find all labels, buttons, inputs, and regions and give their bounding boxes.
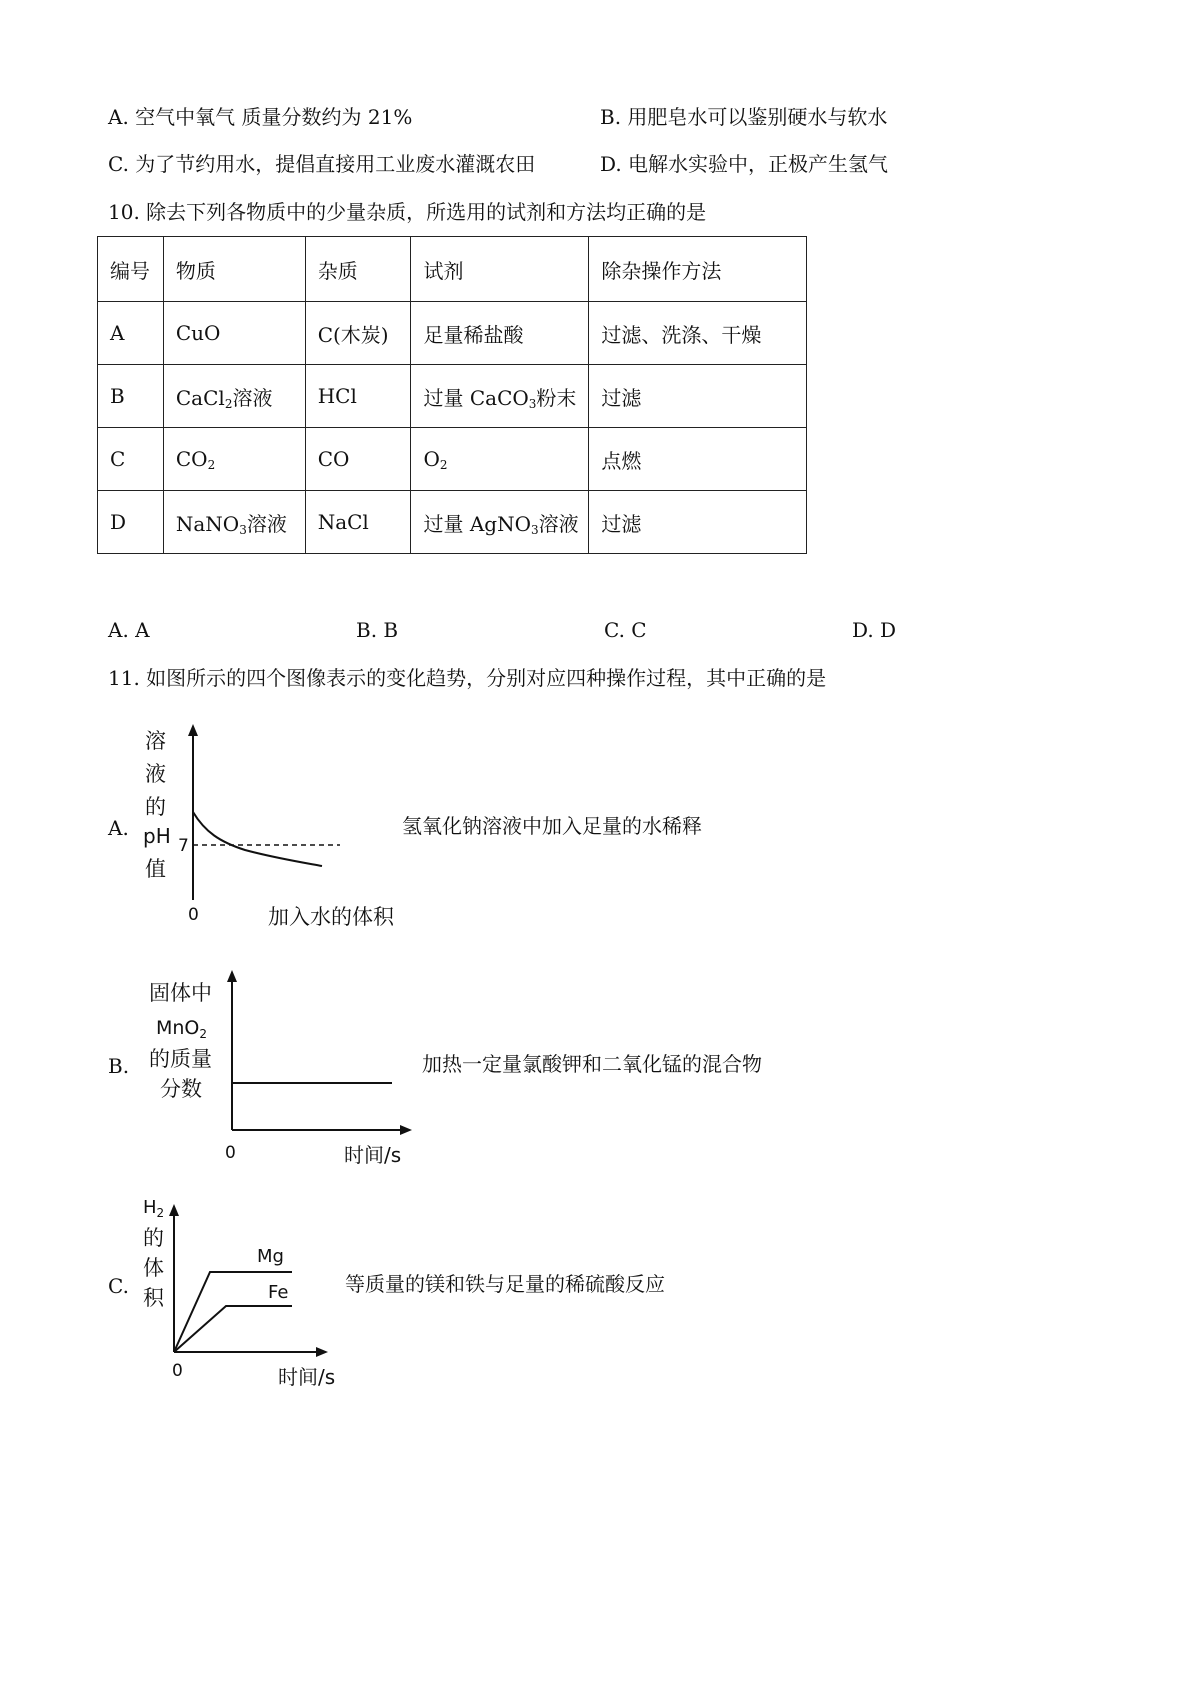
cell-substance: CuO <box>163 302 305 365</box>
cell-method: 过滤 <box>589 365 807 428</box>
ylabel-char: 的 <box>145 795 166 819</box>
formula-main: H <box>143 1197 157 1218</box>
formula-subscript: 2 <box>199 1027 208 1041</box>
origin-label: 0 <box>225 1143 236 1163</box>
formula-subscript: 2 <box>207 458 216 472</box>
formula-tail: 溶液 <box>246 511 287 536</box>
header-cell: 除杂操作方法 <box>589 237 807 302</box>
cell-id: C <box>98 428 164 491</box>
cell-method: 过滤、洗涤、干燥 <box>589 302 807 365</box>
cell-method: 点燃 <box>589 428 807 491</box>
mg-series-label: Mg <box>257 1246 284 1267</box>
ylabel-char: 体 <box>143 1256 164 1280</box>
formula-main: 过量 CaCO <box>423 385 529 410</box>
header-cell: 试剂 <box>411 237 589 302</box>
q9-option-b: B. 用肥皂水可以鉴别硬水与软水 <box>600 105 888 129</box>
formula-main: MnO <box>156 1017 200 1039</box>
x-axis-label: 时间/s <box>344 1143 402 1167</box>
q11-option-b-desc: 加热一定量氯酸钾和二氧化锰的混合物 <box>422 1052 762 1076</box>
ylabel-char: 液 <box>145 762 166 786</box>
q11-option-b-label: B. <box>108 1054 130 1078</box>
formula-subscript: 2 <box>439 458 448 472</box>
header-cell: 物质 <box>163 237 305 302</box>
q11-option-c-desc: 等质量的镁和铁与足量的稀硫酸反应 <box>345 1272 665 1296</box>
x-axis-label: 时间/s <box>278 1365 336 1389</box>
cell-id: A <box>98 302 164 365</box>
q11-option-c-label: C. <box>108 1274 129 1298</box>
header-cell: 杂质 <box>305 237 411 302</box>
header-cell: 编号 <box>98 237 164 302</box>
q11-stem: 11. 如图所示的四个图像表示的变化趋势，分别对应四种操作过程，其中正确的是 <box>108 666 827 690</box>
y-tick-label: 7 <box>178 836 189 856</box>
cell-id: D <box>98 491 164 554</box>
formula-tail: 溶液 <box>538 511 579 536</box>
ylabel-line: 固体中 <box>149 981 212 1005</box>
cell-impurity: C(木炭) <box>305 302 411 365</box>
q9-option-d: D. 电解水实验中，正极产生氢气 <box>600 152 889 176</box>
formula-subscript: 3 <box>530 522 539 537</box>
formula-tail: 溶液 <box>232 385 273 410</box>
q11-option-a-label: A. <box>108 816 129 840</box>
fe-series-label: Fe <box>268 1282 289 1303</box>
y-axis-arrow-icon <box>169 1204 179 1216</box>
formula-subscript: 3 <box>239 522 247 537</box>
ylabel-char: pH <box>143 824 171 848</box>
q10-answer-c: C. C <box>604 618 647 642</box>
origin-label: 0 <box>188 905 199 925</box>
graph-c-ylabel <box>143 1197 165 1310</box>
q10-stem: 10. 除去下列各物质中的少量杂质，所选用的试剂和方法均正确的是 <box>108 200 707 224</box>
ylabel-char: 积 <box>143 1286 164 1310</box>
ylabel-line: 的质量 <box>149 1047 212 1071</box>
ylabel-line: 分数 <box>160 1077 202 1101</box>
cell-impurity: NaCl <box>305 491 411 554</box>
x-axis-label: 加入水的体积 <box>268 905 394 929</box>
cell-impurity: HCl <box>305 365 411 428</box>
formula-subscript: 2 <box>156 1206 165 1220</box>
ylabel-char: 溶 <box>145 729 166 753</box>
formula-subscript: 3 <box>528 396 537 411</box>
cell-method: 过滤 <box>589 491 807 554</box>
formula-tail: 粉末 <box>536 385 577 410</box>
formula-main: CaCl <box>175 385 225 410</box>
ylabel-line <box>143 1197 164 1220</box>
formula-subscript: 2 <box>224 396 233 411</box>
x-axis-arrow-icon <box>316 1347 328 1357</box>
formula-main: 过量 AgNO <box>423 511 531 536</box>
formula-main: NaNO <box>175 511 240 536</box>
q10-answer-a: A. A <box>108 618 150 642</box>
origin-label: 0 <box>172 1361 183 1381</box>
q10-answer-b: B. B <box>356 618 399 642</box>
q9-option-a: A. 空气中氧气 质量分数约为 21% <box>108 105 413 129</box>
cell-id: B <box>98 365 164 428</box>
formula-main: O <box>423 447 440 471</box>
cell-reagent: 足量稀盐酸 <box>411 302 589 365</box>
q11-option-a-desc: 氢氧化钠溶液中加入足量的水稀释 <box>402 814 702 838</box>
ylabel-char: 的 <box>143 1226 164 1250</box>
formula-main: CO <box>175 447 208 471</box>
cell-impurity: CO <box>305 428 411 491</box>
q10-answer-d: D. D <box>852 618 897 642</box>
ylabel-char: 值 <box>145 857 166 881</box>
q9-option-c: C. 为了节约用水，提倡直接用工业废水灌溉农田 <box>108 152 536 176</box>
